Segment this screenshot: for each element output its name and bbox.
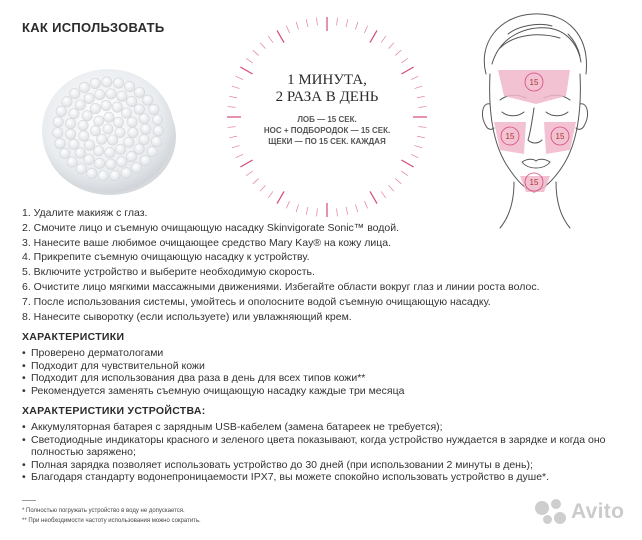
face-zones-illustration bbox=[448, 4, 618, 232]
step-item: 6. Очистите лицо мягкими массажными движениями. Избегайте области вокруг глаз и линии роста волос. bbox=[22, 280, 540, 293]
bristle bbox=[134, 144, 144, 154]
device-list bbox=[22, 421, 622, 484]
bristle bbox=[94, 146, 104, 156]
bristle bbox=[84, 93, 94, 103]
characteristics-heading: ХАРАКТЕРИСТИКИ bbox=[22, 331, 125, 343]
bristle bbox=[82, 111, 92, 121]
bristle bbox=[90, 126, 100, 136]
bristle bbox=[55, 138, 65, 148]
bristle bbox=[94, 116, 104, 126]
bristle bbox=[104, 112, 114, 122]
bristle bbox=[69, 139, 79, 149]
bristle bbox=[90, 103, 100, 113]
list-item: • Подходит для использования два раза в день для всех типов кожи** bbox=[22, 372, 622, 385]
avito-logo-icon bbox=[533, 497, 567, 527]
step-item: 2. Смочите лицо и съемную очищающую насадку Skinvigorate Sonic™ водой. bbox=[22, 221, 400, 234]
step-item: 4. Прикрепите съемную очищающую насадку к устройству. bbox=[22, 251, 310, 264]
bristle bbox=[70, 88, 80, 98]
zone-forehead-label: 15 bbox=[529, 78, 539, 87]
bristle bbox=[117, 157, 127, 167]
step-item: 3. Нанесите ваше любимое очищающее средство Mary Kay® на кожу лица. bbox=[22, 236, 392, 249]
bristle bbox=[75, 148, 85, 158]
step-item: 7. После использования системы, умойтесь и ополосните водой съемную очищающую насадку. bbox=[22, 295, 491, 308]
bristle bbox=[115, 144, 125, 154]
characteristics-list bbox=[22, 347, 622, 397]
bristle bbox=[112, 102, 122, 112]
bristle bbox=[134, 87, 144, 97]
zone-right-cheek-label: 15 bbox=[555, 132, 565, 141]
bristle bbox=[76, 164, 86, 174]
bristle bbox=[106, 89, 116, 99]
bristle bbox=[134, 104, 144, 114]
list-item: • Благодаря стандарту водонепроницаемости IPX7, вы можете спокойно использовать устройство в душе*. bbox=[22, 471, 622, 484]
bristle bbox=[87, 168, 97, 178]
bristle bbox=[101, 100, 111, 110]
timer-cheeks: ЩЕКИ — ПО 15 СЕК. КАЖДАЯ bbox=[268, 137, 386, 146]
footnote-divider bbox=[22, 500, 36, 501]
bristle bbox=[65, 118, 75, 128]
bristle bbox=[84, 140, 94, 150]
usage-steps-list bbox=[22, 206, 622, 324]
bristle bbox=[105, 147, 115, 157]
bristle bbox=[65, 129, 75, 139]
cleansing-brush-head-image bbox=[28, 45, 188, 205]
bristle bbox=[107, 135, 117, 145]
bristle bbox=[78, 120, 88, 130]
list-item: • Полная зарядка позволяет использовать устройство до 30 дней (при использовании 2 минуты в день); bbox=[22, 459, 622, 472]
bristle bbox=[124, 137, 134, 147]
bristle bbox=[139, 113, 149, 123]
step-item: 5. Включите устройство и выберите необходимую скорость. bbox=[22, 266, 315, 279]
bristle bbox=[140, 155, 150, 165]
bristle bbox=[103, 124, 113, 134]
bristle bbox=[60, 148, 70, 158]
footnotes bbox=[22, 506, 422, 526]
page-title: КАК ИСПОЛЬЗОВАТЬ bbox=[22, 20, 165, 35]
bristle bbox=[126, 151, 136, 161]
bristle bbox=[151, 136, 161, 146]
bristle bbox=[56, 106, 66, 116]
bristle bbox=[153, 126, 163, 136]
footnote: ** При необходимости частоту использования можно сократить. bbox=[22, 518, 201, 524]
bristle bbox=[53, 117, 63, 127]
bristle bbox=[152, 115, 162, 125]
bristle bbox=[110, 170, 120, 180]
bristle bbox=[94, 158, 104, 168]
step-item: 1. Удалите макияж с глаз. bbox=[22, 207, 148, 219]
bristle bbox=[75, 100, 85, 110]
bristle bbox=[139, 134, 149, 144]
bristle bbox=[113, 78, 123, 88]
bristle bbox=[113, 117, 123, 127]
list-item: • Аккумуляторная батарея с зарядным USB-кабелем (замена батареек не требуется); bbox=[22, 421, 622, 434]
bristle bbox=[121, 108, 131, 118]
bristle bbox=[62, 97, 72, 107]
bristle bbox=[127, 117, 137, 127]
avito-watermark bbox=[533, 497, 624, 527]
bristle bbox=[106, 159, 116, 169]
bristle bbox=[94, 89, 104, 99]
device-heading: ХАРАКТЕРИСТИКИ УСТРОЙСТВА: bbox=[22, 405, 206, 417]
bristle bbox=[126, 96, 136, 106]
bristle bbox=[79, 131, 89, 141]
bristle bbox=[67, 157, 77, 167]
list-item: • Рекомендуется заменять съемную очищающую насадку каждые три месяца bbox=[22, 385, 622, 398]
bristle bbox=[124, 81, 134, 91]
timer-duration: 1 МИНУТА, bbox=[287, 72, 367, 88]
bristle bbox=[121, 168, 131, 178]
bristle bbox=[149, 104, 159, 114]
bristle bbox=[143, 95, 153, 105]
list-item: • Проверено дерматологами bbox=[22, 347, 622, 360]
zone-chin-label: 15 bbox=[529, 178, 539, 187]
timer-nose-chin: НОС + ПОДБОРОДОК — 15 СЕК. bbox=[263, 126, 391, 135]
bristle bbox=[128, 127, 138, 137]
bristle bbox=[147, 146, 157, 156]
footnote: * Полностью погружать устройство в воду не допускается. bbox=[22, 508, 185, 514]
timer-forehead: ЛОБ — 15 СЕК. bbox=[297, 115, 357, 124]
bristle bbox=[131, 163, 141, 173]
bristle bbox=[141, 124, 151, 134]
list-item: • Светодиодные индикаторы красного и зеленого цвета показывают, когда устройство нуждается в зарядке и когда оно полностью заряжено; bbox=[22, 434, 622, 459]
avito-logo-text: Avito bbox=[571, 500, 625, 523]
step-item: 8. Нанесите сыворотку (если используете) или увлажняющий крем. bbox=[22, 310, 352, 323]
bristle bbox=[102, 77, 112, 87]
bristle bbox=[98, 171, 108, 181]
timer-frequency: 2 РАЗА В ДЕНЬ bbox=[275, 89, 379, 105]
timer-info bbox=[222, 12, 432, 222]
bristle bbox=[53, 128, 63, 138]
bristle bbox=[117, 91, 127, 101]
bristle bbox=[69, 108, 79, 118]
list-item: • Подходит для чувствительной кожи bbox=[22, 360, 622, 373]
bristle bbox=[84, 154, 94, 164]
zone-left-cheek-label: 15 bbox=[505, 132, 515, 141]
bristle bbox=[79, 82, 89, 92]
bristle bbox=[90, 78, 100, 88]
